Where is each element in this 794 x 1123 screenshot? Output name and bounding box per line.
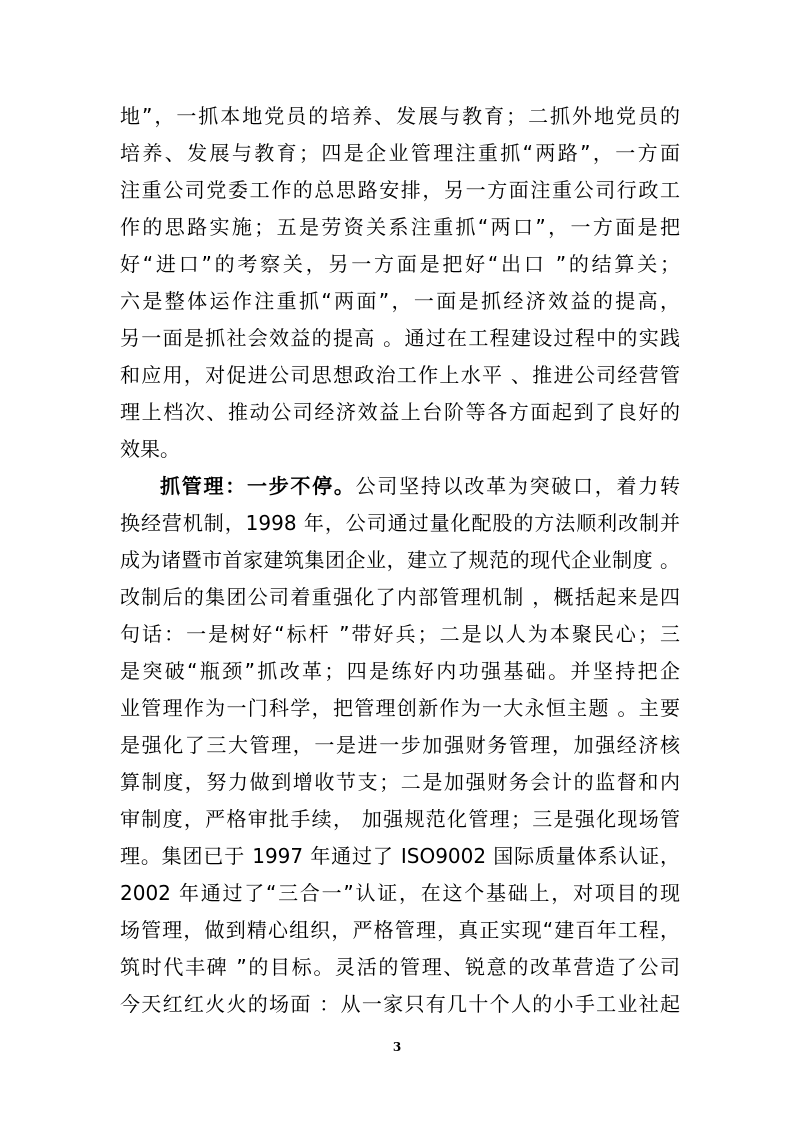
- text-line: 是强化了三大管理，一是进一步加强财务管理，加强经济核: [120, 733, 680, 757]
- text-line: 筑时代丰碑 ”的目标。灵活的管理、锐意的改革营造了公司: [120, 955, 680, 979]
- text-line: 业管理作为一门科学，把管理创新作为一大永恒主题 。主要: [120, 696, 680, 720]
- text-span: 公司坚持以改革为突破口，着力转: [355, 474, 680, 498]
- text-line: 培养、发展与教育；四是企业管理注重抓“两路”，一方面: [120, 141, 680, 165]
- text-line: 算制度，努力做到增收节支；二是加强财务会计的监督和内: [120, 770, 680, 794]
- text-line: 地”，一抓本地党员的培养、发展与教育；二抓外地党员的: [120, 104, 680, 128]
- text-line: 成为诸暨市首家建筑集团企业，建立了规范的现代企业制度 。: [120, 548, 680, 572]
- body-text: [120, 98, 680, 1023]
- text-line: 作的思路实施；五是劳资关系注重抓“两口”，一方面是把: [120, 215, 680, 239]
- text-line: 好“进口”的考察关，另一方面是把好“出口 ”的结算关；: [120, 252, 680, 276]
- text-line: 审制度，严格审批手续， 加强规范化管理；三是强化现场管: [120, 807, 680, 831]
- text-line: 理上档次、推动公司经济效益上台阶等各方面起到了良好的: [120, 400, 680, 424]
- text-line: 今天红红火火的场面 ：从一家只有几十个人的小手工业社起: [120, 992, 680, 1016]
- section-heading: 抓管理：一步不停。: [160, 474, 356, 498]
- text-line: 句话：一是树好“标杆 ”带好兵；二是以人为本聚民心；三: [120, 622, 680, 646]
- text-line: 六是整体运作注重抓“两面”，一面是抓经济效益的提高，: [120, 289, 680, 313]
- text-line: 注重公司党委工作的总思路安排，另一方面注重公司行政工: [120, 178, 680, 202]
- text-line: 改制后的集团公司着重强化了内部管理机制 ，概括起来是四: [120, 585, 680, 609]
- text-line: 效果。: [120, 437, 180, 461]
- text-line: 另一面是抓社会效益的提高 。通过在工程建设过程中的实践: [120, 326, 680, 350]
- paragraph-1: [120, 98, 680, 468]
- paragraph-2: [120, 468, 680, 1023]
- text-line: 场管理，做到精心组织，严格管理，真正实现“建百年工程，: [120, 918, 680, 942]
- text-line: 理。集团已于 1997 年通过了 ISO9002 国际质量体系认证，: [120, 844, 680, 868]
- text-line: 是突破“瓶颈”抓改革；四是练好内功强基础。并坚持把企: [120, 659, 680, 683]
- paragraph-first-line: [120, 468, 680, 505]
- text-line: 换经营机制，1998 年，公司通过量化配股的方法顺利改制并: [120, 511, 680, 535]
- text-line: 和应用，对促进公司思想政治工作上水平 、推进公司经营管: [120, 363, 680, 387]
- text-line: 2002 年通过了“三合一”认证，在这个基础上，对项目的现: [120, 881, 680, 905]
- page-number: 3: [392, 1040, 402, 1054]
